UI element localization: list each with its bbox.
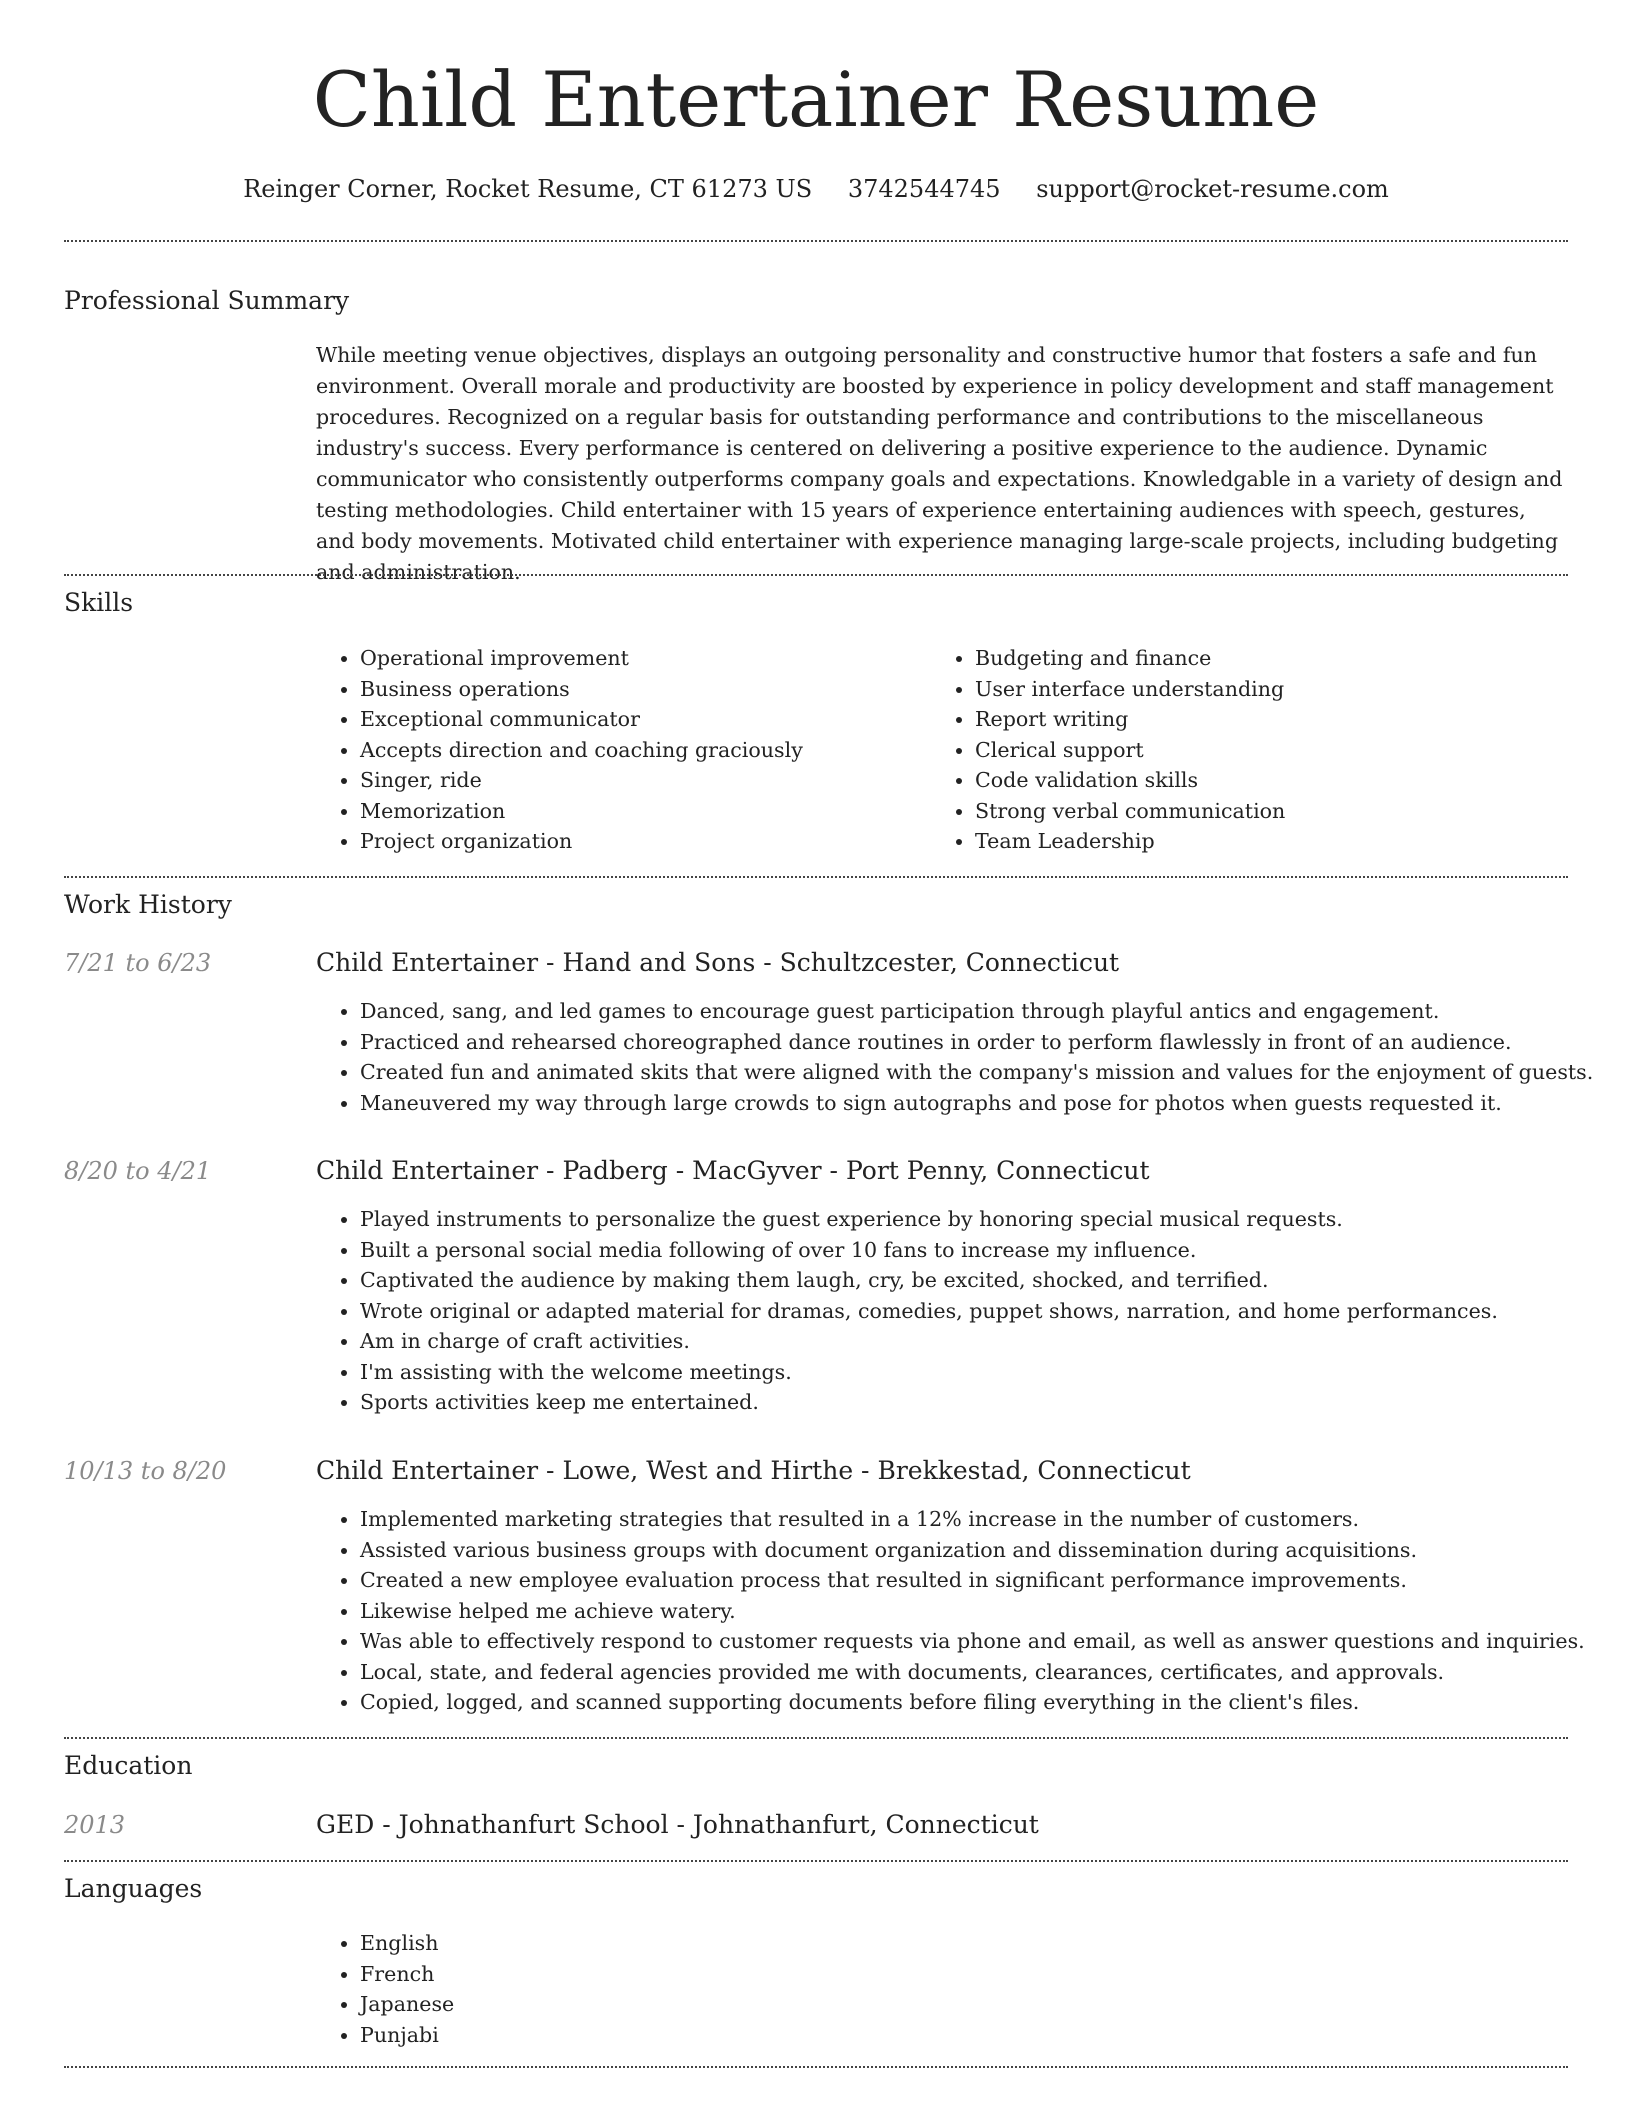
contact-address: Reinger Corner, Rocket Resume, CT 61273 US	[243, 175, 813, 203]
skill-item: • Operational improvement	[360, 643, 803, 674]
job-bullet: • Assisted various business groups with document organization and dissemination during acquisitions.	[360, 1535, 1585, 1566]
summary-text: While meeting venue objectives, displays an outgoing personality and constructive humor that fosters a safe and fun environment. Overall morale and productivity are boosted by experience in policy development and staff management procedures. Recognized on a regular basis for outstanding performance and contributions to the miscellaneous industry's success. Every performance is centered on delivering a positive experience to the audience. Dynamic communicator who consistently outperforms company goals and expectations. Knowledgable in a variety of design and testing methodologies. Child entertainer with 15 years of experience entertaining audiences with speech, gestures, and body movements. Motivated child entertainer with experience managing large-scale projects, including budgeting and administration.	[316, 343, 1563, 584]
language-item: • Punjabi	[360, 2020, 454, 2051]
contact-email: support@rocket-resume.com	[1036, 175, 1389, 203]
job-bullet: • Maneuvered my way through large crowds to sign autographs and pose for photos when guests requested it.	[360, 1088, 1593, 1119]
section-divider	[64, 1737, 1568, 1739]
job-bullet: • Local, state, and federal agencies provided me with documents, clearances, certificates, and approvals.	[360, 1657, 1585, 1688]
job-bullet: • Practiced and rehearsed choreographed dance routines in order to perform flawlessly in front of an audience.	[360, 1027, 1593, 1058]
skill-item: • Memorization	[360, 796, 803, 827]
skill-item: • Budgeting and finance	[975, 643, 1285, 674]
job-bullets	[316, 1204, 1498, 1418]
job-bullets	[316, 996, 1593, 1118]
skill-item: • Project organization	[360, 826, 803, 857]
skill-item: • User interface understanding	[975, 674, 1285, 705]
job-bullet: • Copied, logged, and scanned supporting documents before filing everything in the client's files.	[360, 1687, 1585, 1718]
job-bullets	[316, 1504, 1585, 1718]
skill-item: • Code validation skills	[975, 765, 1285, 796]
job-bullet: • Am in charge of craft activities.	[360, 1326, 1498, 1357]
skill-item: • Clerical support	[975, 735, 1285, 766]
languages-heading: Languages	[64, 1874, 203, 1903]
job-bullet: • I'm assisting with the welcome meetings.	[360, 1357, 1498, 1388]
job-bullet: • Captivated the audience by making them laugh, cry, be excited, shocked, and terrified.	[360, 1265, 1498, 1296]
skills-list-right	[931, 643, 1285, 857]
job-bullet: • Created fun and animated skits that were aligned with the company's mission and values for the enjoyment of guests.	[360, 1057, 1593, 1088]
job-bullet: • Likewise helped me achieve watery.	[360, 1596, 1585, 1627]
job-bullet: • Danced, sang, and led games to encourage guest participation through playful antics and engagement.	[360, 996, 1593, 1027]
job-title: Child Entertainer - Hand and Sons - Schultzcester, Connecticut	[316, 948, 1120, 977]
skill-item: • Strong verbal communication	[975, 796, 1285, 827]
skill-item: • Singer, ride	[360, 765, 803, 796]
job-bullet: • Wrote original or adapted material for dramas, comedies, puppet shows, narration, and home performances.	[360, 1296, 1498, 1327]
section-divider	[64, 876, 1568, 878]
section-divider	[64, 574, 1568, 576]
skills-list-left	[316, 643, 803, 857]
skill-item: • Business operations	[360, 674, 803, 705]
section-divider	[64, 2066, 1568, 2068]
skills-heading: Skills	[64, 588, 134, 617]
job-title: Child Entertainer - Lowe, West and Hirthe - Brekkestad, Connecticut	[316, 1456, 1191, 1485]
job-bullet: • Implemented marketing strategies that resulted in a 12% increase in the number of customers.	[360, 1504, 1585, 1535]
skill-item: • Team Leadership	[975, 826, 1285, 857]
resume-title: Child Entertainer Resume	[312, 55, 1320, 144]
languages-list	[316, 1928, 454, 2050]
job-dates: 8/20 to 4/21	[64, 1157, 212, 1185]
job-bullet: • Sports activities keep me entertained.	[360, 1387, 1498, 1418]
section-divider	[64, 240, 1568, 242]
job-dates: 10/13 to 8/20	[64, 1457, 227, 1485]
job-bullet: • Played instruments to personalize the guest experience by honoring special musical requests.	[360, 1204, 1498, 1235]
section-divider	[64, 1860, 1568, 1862]
language-item: • English	[360, 1928, 454, 1959]
skill-item: • Exceptional communicator	[360, 704, 803, 735]
job-bullet: • Built a personal social media following of over 10 fans to increase my influence.	[360, 1235, 1498, 1266]
skill-item: • Report writing	[975, 704, 1285, 735]
education-year: 2013	[64, 1811, 126, 1839]
job-dates: 7/21 to 6/23	[64, 949, 212, 977]
skill-item: • Accepts direction and coaching graciously	[360, 735, 803, 766]
language-item: • Japanese	[360, 1989, 454, 2020]
language-item: • French	[360, 1959, 454, 1990]
work-heading: Work History	[64, 890, 232, 919]
education-entry: GED - Johnathanfurt School - Johnathanfurt, Connecticut	[316, 1810, 1039, 1839]
job-bullet: • Created a new employee evaluation process that resulted in significant performance improvements.	[360, 1565, 1585, 1596]
job-bullet: • Was able to effectively respond to customer requests via phone and email, as well as answer questions and inquiries.	[360, 1626, 1585, 1657]
contact-phone: 3742544745	[847, 175, 1001, 203]
education-heading: Education	[64, 1751, 193, 1780]
contact-line	[0, 172, 1632, 206]
summary-heading: Professional Summary	[64, 286, 350, 315]
job-title: Child Entertainer - Padberg - MacGyver - Port Penny, Connecticut	[316, 1156, 1150, 1185]
